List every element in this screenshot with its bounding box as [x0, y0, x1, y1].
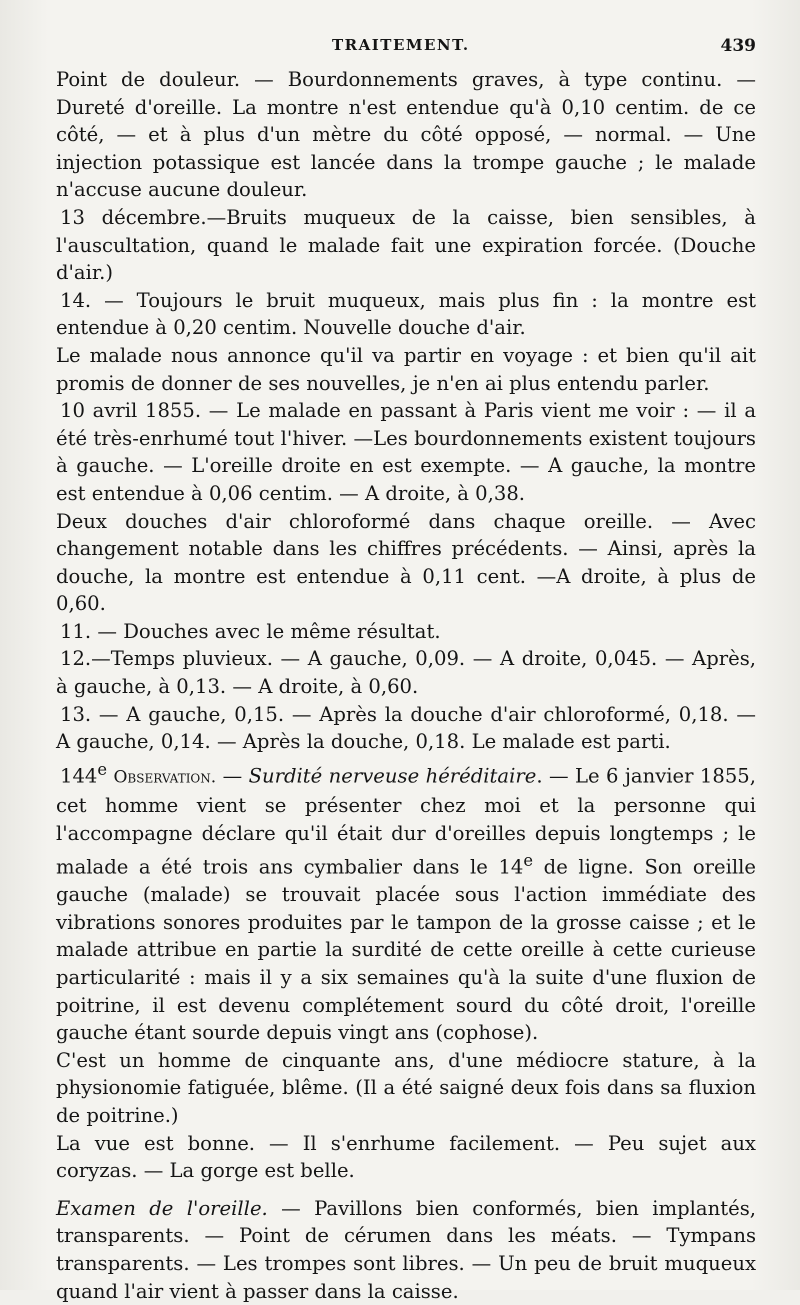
- observation-text-2: de ligne. Son oreille gauche (malade) se trouvait placée sous l'action immédiate des vibrations sonores produites par le tampon de la grosse caisse ; et le malade attribue en partie la surdité de cette oreille à cette curieuse particularité : mais il y a six semaines qu'à la suite d'une fluxion de poitrine, il est devenu complétement sourd du côté droit, l'oreille gauche étant sourde depuis vingt ans (cophose).: [56, 855, 757, 1045]
- paragraph: La vue est bonne. — Il s'enrhume facilement. — Peu sujet aux coryzas. — La gorge est belle.: [56, 1131, 756, 1183]
- paragraph: C'est un homme de cinquante ans, d'une médiocre stature, à la physionomie fatiguée, blême. (Il a été saigné deux fois dans sa fluxion de poitrine.): [56, 1048, 756, 1128]
- observation-label: Observation.: [113, 767, 217, 788]
- observation-title: Surdité nerveuse héréditaire: [248, 764, 537, 788]
- examen-title: Examen de l'oreille.: [56, 1196, 268, 1220]
- paragraph: Le malade nous annonce qu'il va partir en voyage : et bien qu'il ait promis de donner de ses nouvelles, je n'en ai plus entendu parler.: [56, 343, 756, 395]
- paragraph: 13 décembre.—Bruits muqueux de la caisse, bien sensibles, à l'auscultation, quand le malade fait une expiration forcée. (Douche d'air.): [56, 205, 756, 285]
- observation-number: 144: [60, 764, 98, 788]
- observation-dash: —: [216, 764, 249, 788]
- paragraph: Deux douches d'air chloroformé dans chaque oreille. — Avec changement notable dans les chiffres précédents. — Ainsi, après la douche, la montre est entendue à 0,11 cent. —A droite, à plus de 0,60.: [56, 509, 756, 616]
- paragraph: 10 avril 1855. — Le malade en passant à Paris vient me voir : — il a été très-enrhumé tout l'hiver. —Les bourdonnements existent toujours à gauche. — L'oreille droite en est exempte. — A gauche, la montre est entendue à 0,06 centim. — A droite, à 0,38.: [56, 399, 756, 505]
- paragraph: 14. — Toujours le bruit muqueux, mais plus fin : la montre est entendue à 0,20 centim. Nouvelle douche d'air.: [56, 288, 756, 340]
- running-head: TRAITEMENT.: [332, 36, 470, 54]
- observation-text-1: . — Le 6 janvier 1855, cet homme vient se présenter chez moi et la personne qui l'accompagne déclare qu'il était dur d'oreilles depuis longtemps ; le malade a été trois ans cymbalier dans le 14: [56, 764, 756, 879]
- paragraph: 12.—Temps pluvieux. — A gauche, 0,09. — A droite, 0,045. — Après, à gauche, à 0,13. — A droite, à 0,60.: [56, 647, 756, 699]
- page-body: [56, 66, 756, 1305]
- page-header: [56, 30, 756, 66]
- examen-paragraph: [56, 1195, 756, 1305]
- examen-text: — Pavillons bien conformés, bien implantés, transparents. — Point de cérumen dans les méats. — Tympans transparents. — Les trompes sont libres. — Un peu de bruit muqueux quand l'air vient à passer dans la caisse.: [56, 1196, 756, 1303]
- ligne-superscript: e: [523, 851, 534, 871]
- observation-paragraph: [56, 756, 756, 1047]
- observation-superscript: e: [97, 759, 108, 779]
- paragraph: Point de douleur. — Bourdonnements graves, à type continu. — Dureté d'oreille. La montre n'est entendue qu'à 0,10 centim. de ce côté, — et à plus d'un mètre du côté opposé, — normal. — Une injection potassique est lancée dans la trompe gauche ; le malade n'accuse aucune douleur.: [56, 68, 756, 202]
- paragraph: 13. — A gauche, 0,15. — Après la douche d'air chloroformé, 0,18. — A gauche, 0,14. — Après la douche, 0,18. Le malade est parti.: [56, 702, 756, 754]
- paragraph: 11. — Douches avec le même résultat.: [60, 619, 441, 643]
- page-number: 439: [720, 36, 756, 56]
